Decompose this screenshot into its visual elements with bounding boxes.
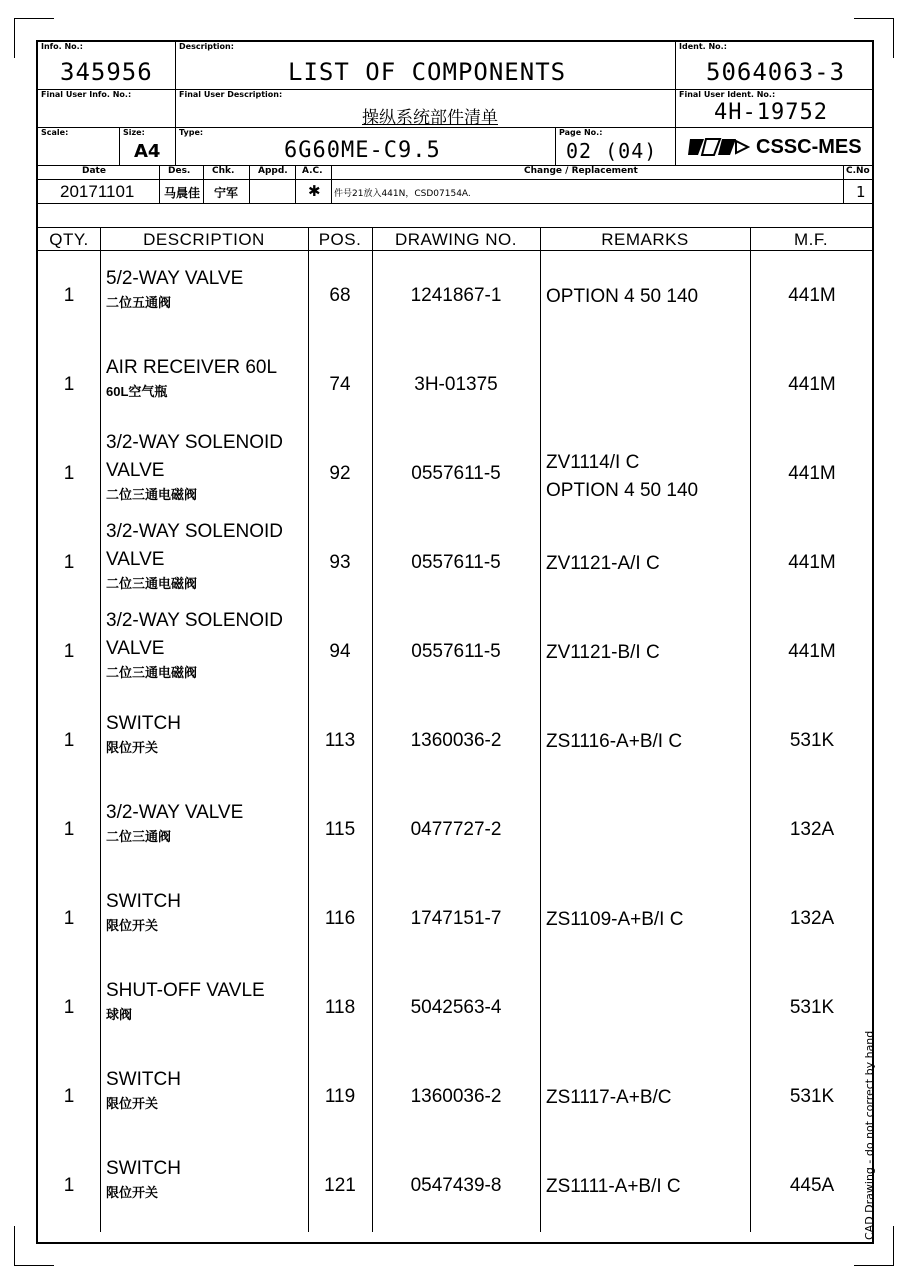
scale-cell xyxy=(38,128,120,166)
crop-mark-br xyxy=(893,1226,894,1266)
row-desc-line1: 3/2-WAY SOLENOID xyxy=(106,432,284,453)
table-row xyxy=(38,1145,872,1234)
row-remarks xyxy=(546,1084,746,1112)
rev-chk-label: Chk. xyxy=(212,166,235,176)
rev-cno-h xyxy=(844,166,872,180)
rev-chk-h xyxy=(204,166,250,180)
row-desc-line1: SWITCH xyxy=(106,891,181,912)
spacer-band xyxy=(38,204,872,228)
row-drawing-no: 0547439-8 xyxy=(410,1175,502,1196)
table-row xyxy=(38,433,872,522)
row-description xyxy=(106,710,306,758)
row-pos: 94 xyxy=(329,641,351,662)
row-desc-chinese: 二位三通电磁阀 xyxy=(106,576,198,591)
col-remarks: REMARKS xyxy=(601,230,689,249)
row-remarks xyxy=(546,283,746,311)
row-pos: 121 xyxy=(324,1175,356,1196)
row-mf: 531K xyxy=(789,1086,835,1107)
row-desc-line2: VALVE xyxy=(106,460,165,481)
crop-mark-tr xyxy=(893,18,894,58)
row-remarks-line1: ZS1117-A+B/C xyxy=(546,1087,672,1108)
crop-mark-bl xyxy=(14,1265,54,1266)
row-description xyxy=(106,888,306,936)
rev-ac-value: ✱ xyxy=(308,182,321,200)
row-remarks-line1: ZS1109-A+B/I C xyxy=(546,909,684,930)
row-mf: 445A xyxy=(789,1175,835,1196)
row-desc-line1: SWITCH xyxy=(106,713,181,734)
final-user-ident-label: Final User Ident. No.: xyxy=(679,90,776,99)
ident-no-label: Ident. No.: xyxy=(679,42,727,51)
row-description xyxy=(106,977,306,1025)
row-qty: 1 xyxy=(63,908,75,929)
rev-appd-label: Appd. xyxy=(258,166,288,176)
row-desc-line1: 5/2-WAY VALVE xyxy=(106,268,244,289)
col-pos: POS. xyxy=(318,230,362,249)
row-remarks xyxy=(546,728,746,756)
ident-no: 5064063-3 xyxy=(706,58,846,86)
company-name: CSSC-MES xyxy=(756,136,862,158)
row-remarks xyxy=(546,449,746,505)
size-value: A4 xyxy=(134,141,161,162)
row-drawing-no: 0557611-5 xyxy=(411,641,501,662)
info-no-cell xyxy=(38,42,176,90)
row-desc-chinese: 限位开关 xyxy=(106,918,159,933)
row-pos: 74 xyxy=(329,374,351,395)
rev-change-label: Change / Replacement xyxy=(524,166,638,176)
row-desc-chinese: 球阀 xyxy=(106,1007,133,1022)
final-user-ident-cell xyxy=(676,90,872,128)
row-drawing-no: 0557611-5 xyxy=(411,552,501,573)
drawing-frame xyxy=(36,40,874,1244)
row-pos: 118 xyxy=(324,997,356,1018)
rev-change-h xyxy=(332,166,844,180)
final-user-desc: 操纵系统部件清单 xyxy=(362,108,498,128)
row-remarks xyxy=(546,550,746,578)
row-drawing-no: 5042563-4 xyxy=(410,997,502,1018)
col-drawing: DRAWING NO. xyxy=(395,230,517,249)
final-user-desc-label: Final User Description: xyxy=(179,90,283,99)
crop-mark-tl xyxy=(14,18,54,19)
row-description xyxy=(106,429,306,505)
page-value: 02 (04) xyxy=(566,139,658,163)
col-qty: QTY. xyxy=(49,230,89,249)
company-cell xyxy=(676,128,872,166)
row-drawing-no: 3H-01375 xyxy=(414,374,498,395)
row-desc-line1: 3/2-WAY VALVE xyxy=(106,802,244,823)
rev-date-label: Date xyxy=(82,166,106,176)
row-drawing-no: 1241867-1 xyxy=(410,285,502,306)
row-description xyxy=(106,354,306,402)
page-cell xyxy=(556,128,676,166)
table-row xyxy=(38,1056,872,1145)
rev-cno-label: C.No xyxy=(846,166,870,176)
row-remarks xyxy=(546,1173,746,1201)
page-label: Page No.: xyxy=(559,128,603,137)
info-no: 345956 xyxy=(60,58,153,86)
row-description xyxy=(106,1066,306,1114)
page-title: LIST OF COMPONENTS xyxy=(288,58,567,86)
row-pos: 113 xyxy=(324,730,356,751)
row-qty: 1 xyxy=(63,285,75,306)
row-remarks-line1: ZV1121-A/I C xyxy=(546,553,660,574)
table-row xyxy=(38,700,872,789)
row-description xyxy=(106,518,306,594)
company-logo-icon xyxy=(686,137,750,157)
rev-change xyxy=(332,180,844,204)
row-qty: 1 xyxy=(63,819,75,840)
row-qty: 1 xyxy=(63,730,75,751)
row-desc-chinese: 限位开关 xyxy=(106,1185,159,1200)
row-pos: 68 xyxy=(329,285,351,306)
size-cell xyxy=(120,128,176,166)
row-desc-line1: 3/2-WAY SOLENOID xyxy=(106,610,284,631)
row-qty: 1 xyxy=(63,463,75,484)
row-mf: 441M xyxy=(788,641,836,662)
row-description xyxy=(106,265,306,313)
rev-des xyxy=(160,180,204,204)
row-mf: 531K xyxy=(789,730,835,751)
crop-mark-br xyxy=(854,1265,894,1266)
row-remarks-line1: ZV1114/I C xyxy=(546,452,640,473)
description-label: Description: xyxy=(179,42,234,51)
row-mf: 441M xyxy=(788,285,836,306)
crop-mark-tl xyxy=(14,18,15,58)
final-user-info-label: Final User Info. No.: xyxy=(41,90,132,99)
table-row xyxy=(38,344,872,433)
rev-date-value: 20171101 xyxy=(60,182,135,201)
row-pos: 119 xyxy=(324,1086,356,1107)
row-drawing-no: 1360036-2 xyxy=(410,730,502,751)
description-cell xyxy=(176,42,676,90)
table-row xyxy=(38,611,872,700)
header-bottom-rule xyxy=(38,250,872,251)
row-remarks xyxy=(546,639,746,667)
row-desc-chinese: 二位三通电磁阀 xyxy=(106,665,198,680)
row-qty: 1 xyxy=(63,374,75,395)
row-remarks-line1: ZS1111-A+B/I C xyxy=(546,1176,681,1197)
row-mf: 441M xyxy=(788,374,836,395)
row-mf: 441M xyxy=(788,463,836,484)
rev-date-h xyxy=(38,166,160,180)
rev-chk-value: 宁军 xyxy=(214,186,239,200)
row-pos: 115 xyxy=(324,819,356,840)
size-label: Size: xyxy=(123,128,145,137)
row-remarks-line2: OPTION 4 50 140 xyxy=(546,480,699,501)
row-remarks-line1: OPTION 4 50 140 xyxy=(546,286,699,307)
scale-label: Scale: xyxy=(41,128,69,137)
row-description xyxy=(106,607,306,683)
row-remarks-line1: ZS1116-A+B/I C xyxy=(546,731,683,752)
row-drawing-no: 0557611-5 xyxy=(411,463,501,484)
row-qty: 1 xyxy=(63,1175,75,1196)
type-value: 6G60ME-C9.5 xyxy=(284,138,441,163)
final-user-desc-cell xyxy=(176,90,676,128)
row-desc-chinese: 二位五通阀 xyxy=(106,295,172,310)
table-row xyxy=(38,967,872,1056)
rev-ac xyxy=(296,180,332,204)
info-no-label: Info. No.: xyxy=(41,42,83,51)
rev-appd xyxy=(250,180,296,204)
table-row xyxy=(38,522,872,611)
row-desc-line1: SWITCH xyxy=(106,1069,181,1090)
ident-no-cell xyxy=(676,42,872,90)
row-mf: 132A xyxy=(789,819,835,840)
row-mf: 132A xyxy=(789,908,835,929)
row-description xyxy=(106,799,306,847)
row-drawing-no: 1360036-2 xyxy=(410,1086,502,1107)
row-pos: 116 xyxy=(324,908,356,929)
row-qty: 1 xyxy=(63,997,75,1018)
row-drawing-no: 0477727-2 xyxy=(410,819,502,840)
type-cell xyxy=(176,128,556,166)
row-drawing-no: 1747151-7 xyxy=(410,908,502,929)
table-row xyxy=(38,789,872,878)
col-description: DESCRIPTION xyxy=(143,230,265,249)
row-desc-chinese: 限位开关 xyxy=(106,1096,159,1111)
rev-des-h xyxy=(160,166,204,180)
side-note: CAD Drawing - do not correct by hand xyxy=(863,1030,876,1240)
final-user-ident: 4H-19752 xyxy=(714,100,828,125)
row-pos: 93 xyxy=(329,552,351,573)
rev-ac-h xyxy=(296,166,332,180)
rev-appd-h xyxy=(250,166,296,180)
row-desc-line1: 3/2-WAY SOLENOID xyxy=(106,521,284,542)
crop-mark-bl xyxy=(14,1226,15,1266)
rev-date xyxy=(38,180,160,204)
rev-cno xyxy=(844,180,872,204)
row-desc-line1: SHUT-OFF VAVLE xyxy=(106,980,265,1001)
rev-des-label: Des. xyxy=(168,166,191,176)
col-mf: M.F. xyxy=(793,230,829,249)
row-desc-chinese: 二位三通电磁阀 xyxy=(106,487,198,502)
rev-change-value: 件号21放入441N，CSD07154A. xyxy=(334,189,471,199)
row-desc-line2: VALVE xyxy=(106,638,165,659)
row-qty: 1 xyxy=(63,552,75,573)
row-desc-line2: VALVE xyxy=(106,549,165,570)
final-user-info-cell xyxy=(38,90,176,128)
row-mf: 441M xyxy=(788,552,836,573)
row-pos: 92 xyxy=(329,463,351,484)
row-desc-chinese: 限位开关 xyxy=(106,740,159,755)
row-qty: 1 xyxy=(63,641,75,662)
rev-cno-value: 1 xyxy=(856,183,866,201)
row-qty: 1 xyxy=(63,1086,75,1107)
crop-mark-tr xyxy=(854,18,894,19)
table-row xyxy=(38,255,872,344)
row-remarks-line1: ZV1121-B/I C xyxy=(546,642,660,663)
row-desc-line1: SWITCH xyxy=(106,1158,181,1179)
row-desc-chinese: 二位三通阀 xyxy=(106,829,172,844)
row-remarks xyxy=(546,906,746,934)
row-desc-chinese: 60L空气瓶 xyxy=(106,384,168,399)
row-desc-line1: AIR RECEIVER 60L xyxy=(106,357,278,378)
rev-ac-label: A.C. xyxy=(302,166,323,176)
type-label: Type: xyxy=(179,128,204,137)
row-mf: 531K xyxy=(789,997,835,1018)
row-description xyxy=(106,1155,306,1203)
rev-chk xyxy=(204,180,250,204)
rev-des-value: 马晨佳 xyxy=(164,186,201,200)
table-row xyxy=(38,878,872,967)
